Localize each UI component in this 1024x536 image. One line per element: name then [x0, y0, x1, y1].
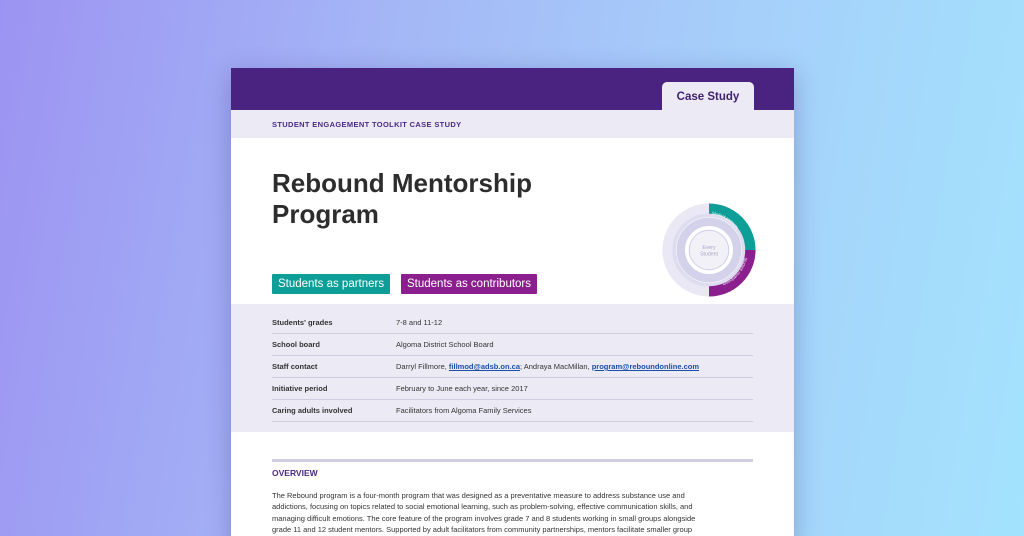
overview-line: managing difficult emotions. The core feature of the program involves grade 7 and 8 students working in small groups alongside	[272, 513, 696, 523]
info-row-school-board	[272, 334, 753, 356]
info-row-staff-contact	[272, 356, 753, 378]
center-label-line1: Every	[702, 245, 716, 252]
arc-label-purple: Student contributors	[722, 257, 749, 288]
info-value: 7-8 and 11-12	[396, 318, 443, 327]
info-row-caring-adults	[272, 400, 753, 422]
page-title: Rebound Mentorship Program	[272, 168, 532, 229]
overview-line: grade 11 and 12 student mentors. Supported by adult facilitators from community partnerships, mentors facilitate smaller group	[272, 524, 693, 534]
center-label-line2: Student	[700, 251, 718, 258]
info-value: February to June each year, since 2017	[396, 384, 528, 393]
info-value: Algoma District School Board	[396, 340, 494, 349]
header-bar	[231, 68, 794, 110]
info-label: Caring adults involved	[272, 406, 353, 415]
section-divider	[272, 459, 753, 462]
case-study-tab[interactable]: Case Study	[662, 82, 754, 110]
case-study-document	[231, 68, 794, 536]
engagement-ring-diagram	[662, 203, 756, 297]
info-label: Students' grades	[272, 318, 333, 327]
overview-paragraph	[272, 490, 748, 535]
info-row-grades	[272, 312, 753, 334]
tag-students-as-contributors[interactable]: Students as contributors	[401, 274, 537, 294]
email-link-1[interactable]: fillmod@adsb.on.ca	[448, 362, 520, 371]
contact-name-1: Darryl Fillmore,	[396, 362, 449, 371]
info-row-initiative-period	[272, 378, 753, 400]
info-label: School board	[272, 340, 320, 349]
tag-students-as-partners[interactable]: Students as partners	[272, 274, 390, 294]
info-table	[231, 304, 794, 432]
info-label: Initiative period	[272, 384, 328, 393]
email-link-2[interactable]: program@reboundonline.com	[591, 362, 700, 371]
info-label: Staff contact	[272, 362, 318, 371]
arc-label-teal: Student partners	[711, 210, 740, 230]
overview-line: addictions, focusing on topics related to social emotional learning, such as problem-solving, effective communication skills, and	[272, 502, 693, 512]
info-value: Facilitators from Algoma Family Services	[396, 406, 532, 415]
info-value-contacts	[396, 356, 699, 378]
toolkit-kicker-bar	[231, 110, 794, 138]
overview-line: The Rebound program is a four-month program that was designed as a preventative measure to address substance use and	[272, 491, 685, 500]
contact-separator: ; Andraya MacMillan,	[520, 362, 592, 371]
overview-heading: OVERVIEW	[272, 468, 318, 478]
toolkit-kicker: STUDENT ENGAGEMENT TOOLKIT CASE STUDY	[272, 120, 462, 129]
